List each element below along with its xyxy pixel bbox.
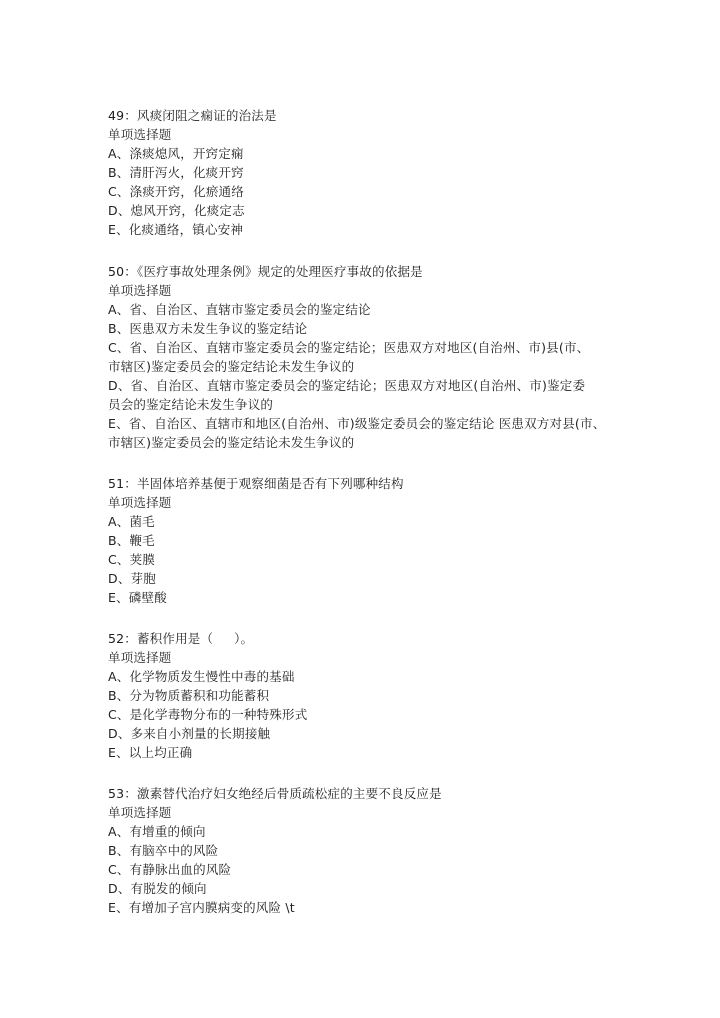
option-a: A、省、自治区、直辖市鉴定委员会的鉴定结论 [108,302,371,317]
question-stem: 51：半固体培养基便于观察细菌是否有下列哪种结构 [108,476,404,491]
option-e: E、化痰通络，镇心安神 [108,222,244,237]
option-d-continued: 员会的鉴定结论未发生争议的 [108,397,274,412]
question-stem: 52：蓄积作用是（ ）。 [108,631,254,646]
option-b: B、有脑卒中的风险 [108,843,219,858]
option-e-continued: 市辖区)鉴定委员会的鉴定结论未发生争议的 [108,435,355,450]
question-list [108,106,618,917]
option-e: E、省、自治区、直辖市和地区(自治州、市)级鉴定委员会的鉴定结论 医患双方对县(市、 [108,416,606,431]
option-a: A、有增重的倾向 [108,824,206,839]
question-53 [108,784,618,917]
option-c: C、省、自治区、直辖市鉴定委员会的鉴定结论；医患双方对地区(自治州、市)县(市、 [108,340,590,355]
question-type: 单项选择题 [108,283,172,298]
question-49 [108,106,618,239]
option-c-continued: 市辖区)鉴定委员会的鉴定结论未发生争议的 [108,359,355,374]
question-type: 单项选择题 [108,127,172,142]
option-c: C、涤痰开窍，化瘀通络 [108,184,244,199]
option-d: D、有脱发的倾向 [108,881,207,896]
option-e: E、磷壁酸 [108,590,167,605]
question-type: 单项选择题 [108,805,172,820]
option-d: D、熄风开窍，化痰定志 [108,203,245,218]
option-d: D、芽胞 [108,571,156,586]
option-c: C、是化学毒物分布的一种特殊形式 [108,707,308,722]
question-stem: 53：激素替代治疗妇女绝经后骨质疏松症的主要不良反应是 [108,786,442,801]
option-a: A、化学物质发生慢性中毒的基础 [108,669,295,684]
option-c: C、有静脉出血的风险 [108,862,232,877]
question-50 [108,262,618,452]
option-d: D、多来自小剂量的长期接触 [108,726,271,741]
question-type: 单项选择题 [108,495,172,510]
option-b: B、医患双方未发生争议的鉴定结论 [108,321,308,336]
option-a: A、菌毛 [108,514,155,529]
question-stem: 49：风痰闭阻之痫证的治法是 [108,108,277,123]
question-52 [108,629,618,762]
option-a: A、涤痰熄风，开窍定痫 [108,146,244,161]
option-e: E、以上均正确 [108,745,193,760]
question-stem: 50：《医疗事故处理条例》规定的处理医疗事故的依据是 [108,264,423,279]
option-b: B、鞭毛 [108,533,155,548]
option-b: B、分为物质蓄积和功能蓄积 [108,688,270,703]
question-51 [108,474,618,607]
option-c: C、荚膜 [108,552,156,567]
option-e: E、有增加子宫内膜病变的风险 \t [108,900,295,915]
question-type: 单项选择题 [108,650,172,665]
option-d: D、省、自治区、直辖市鉴定委员会的鉴定结论；医患双方对地区(自治州、市)鉴定委 [108,378,586,393]
option-b: B、清肝泻火，化痰开窍 [108,165,244,180]
